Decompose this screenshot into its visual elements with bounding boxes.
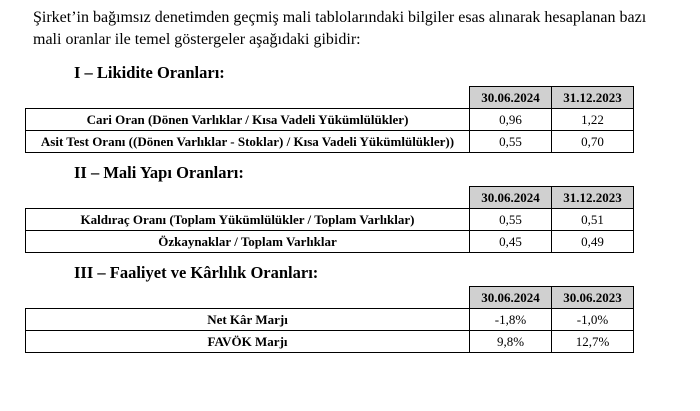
- row-label: FAVÖK Marjı: [26, 331, 470, 353]
- intro-paragraph: [33, 7, 673, 51]
- row-value: 0,51: [552, 209, 634, 231]
- row-value: -1,8%: [470, 309, 552, 331]
- table-row: [26, 109, 634, 131]
- row-value: 0,49: [552, 231, 634, 253]
- header-spacer: [26, 187, 470, 209]
- row-value: 0,70: [552, 131, 634, 153]
- column-header: 30.06.2024: [470, 187, 552, 209]
- row-label: Cari Oran (Dönen Varlıklar / Kısa Vadeli Yükümlülükler): [26, 109, 470, 131]
- section-title-liquidity: I – Likidite Oranları:: [74, 63, 225, 82]
- row-value: 0,45: [470, 231, 552, 253]
- row-value: 1,22: [552, 109, 634, 131]
- row-value: 0,55: [470, 131, 552, 153]
- row-value: -1,0%: [552, 309, 634, 331]
- table-row: [26, 309, 634, 331]
- table-header-row: [26, 187, 634, 209]
- row-label: Özkaynaklar / Toplam Varlıklar: [26, 231, 470, 253]
- row-value: 9,8%: [470, 331, 552, 353]
- section-title-activity-profitability: III – Faaliyet ve Kârlılık Oranları:: [74, 263, 319, 282]
- header-spacer: [26, 287, 470, 309]
- financial-structure-ratios-table: [25, 186, 634, 253]
- column-header: 30.06.2024: [470, 87, 552, 109]
- table-row: [26, 209, 634, 231]
- activity-profitability-ratios-table: [25, 286, 634, 353]
- intro-line-2: mali oranlar ile temel göstergeler aşağıdaki gibidir:: [33, 31, 361, 48]
- row-value: 0,96: [470, 109, 552, 131]
- table-header-row: [26, 87, 634, 109]
- liquidity-ratios-table: [25, 86, 634, 153]
- row-label: Kaldıraç Oranı (Toplam Yükümlülükler / Toplam Varlıklar): [26, 209, 470, 231]
- column-header: 31.12.2023: [552, 87, 634, 109]
- section-title-financial-structure: II – Mali Yapı Oranları:: [74, 163, 244, 182]
- row-label: Asit Test Oranı ((Dönen Varlıklar - Stoklar) / Kısa Vadeli Yükümlülükler)): [26, 131, 470, 153]
- row-value: 12,7%: [552, 331, 634, 353]
- column-header: 31.12.2023: [552, 187, 634, 209]
- table-row: [26, 231, 634, 253]
- table-header-row: [26, 287, 634, 309]
- header-spacer: [26, 87, 470, 109]
- column-header: 30.06.2023: [552, 287, 634, 309]
- column-header: 30.06.2024: [470, 287, 552, 309]
- table-row: [26, 131, 634, 153]
- table-row: [26, 331, 634, 353]
- row-label: Net Kâr Marjı: [26, 309, 470, 331]
- intro-line-1: Şirket’in bağımsız denetimden geçmiş mali tablolarındaki bilgiler esas alınarak hesaplanan bazı: [33, 9, 647, 26]
- row-value: 0,55: [470, 209, 552, 231]
